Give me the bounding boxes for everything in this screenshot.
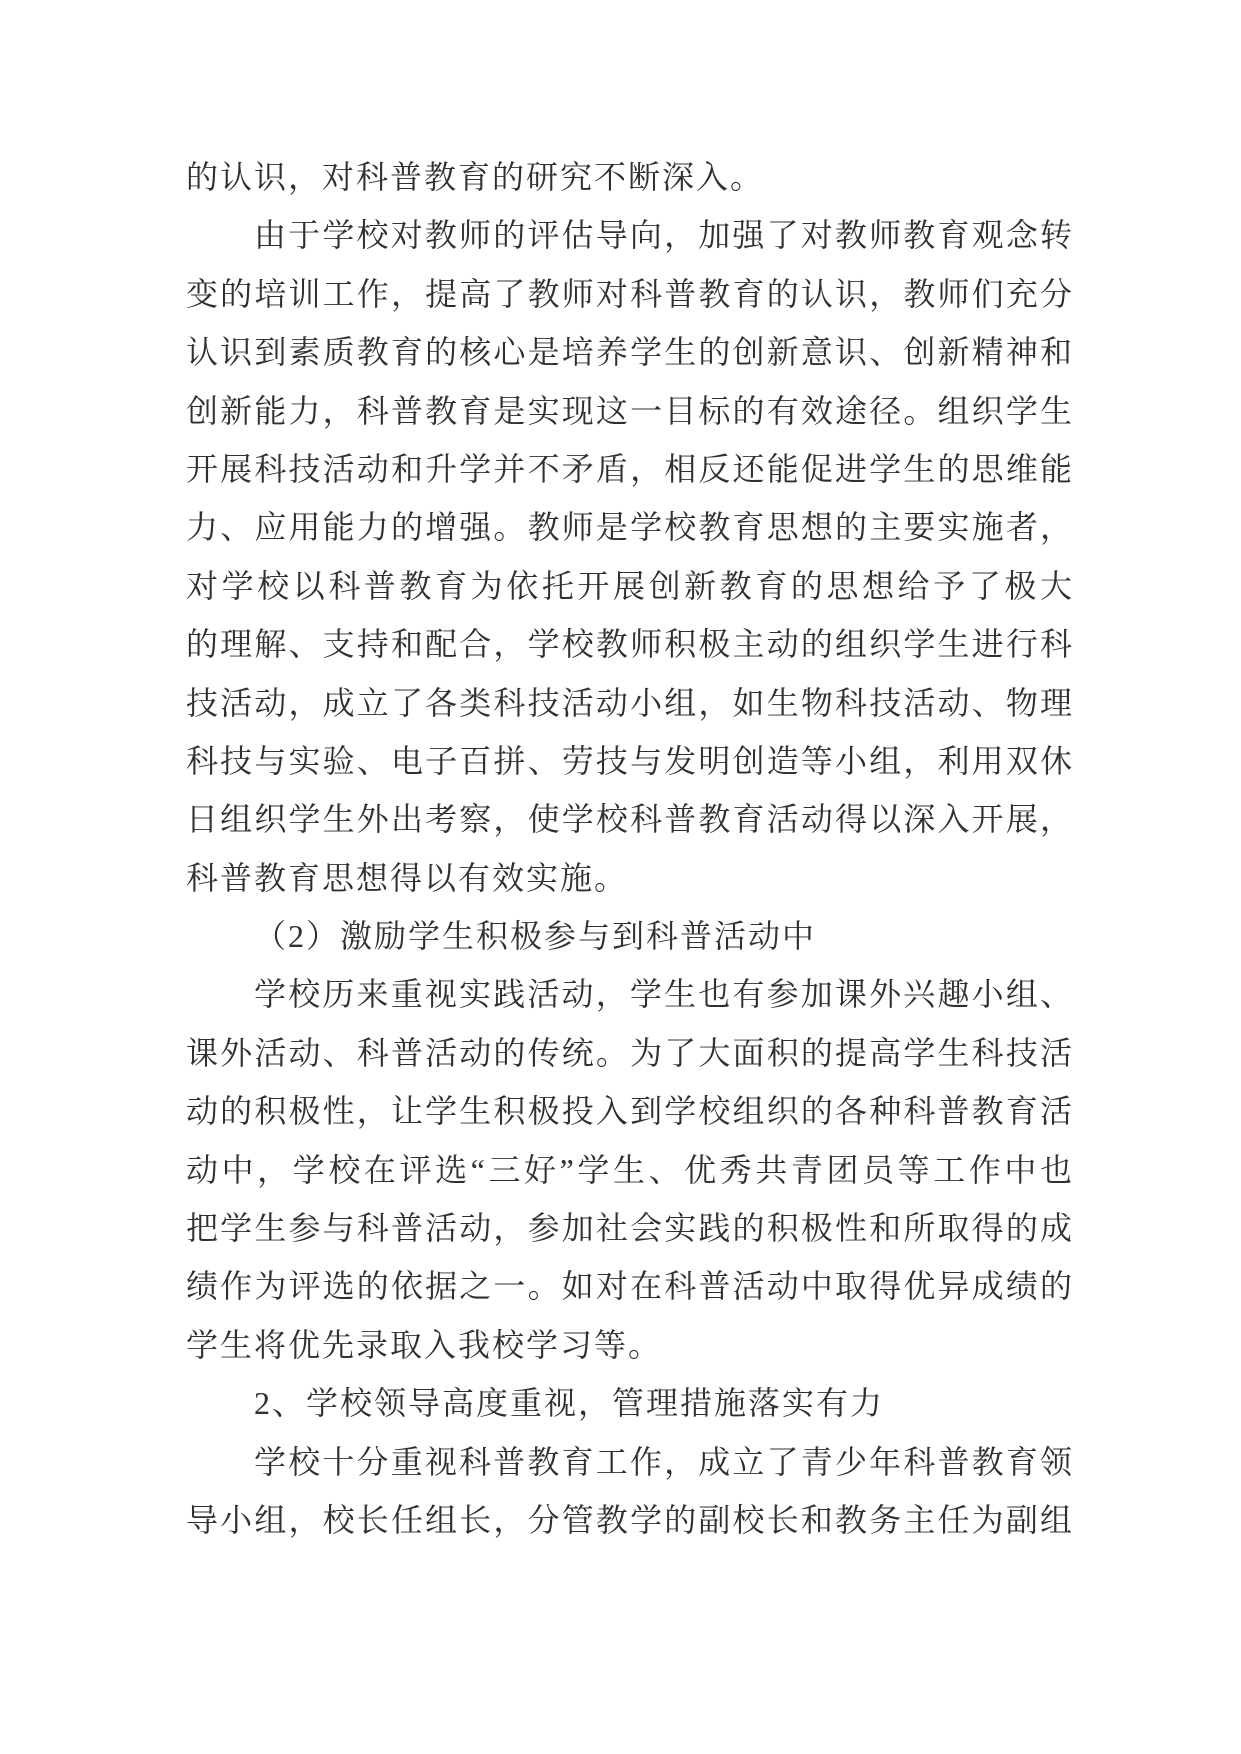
text-line: 由于学校对教师的评估导向，加强了对教师教育观念转 <box>254 217 1074 254</box>
text-line: 日组织学生外出考察，使学校科普教育活动得以深入开展， <box>186 801 1074 838</box>
text-line: 创新能力，科普教育是实现这一目标的有效途径。组织学生 <box>186 392 1074 429</box>
text-line: 把学生参与科普活动，参加社会实践的积极性和所取得的成 <box>186 1210 1074 1247</box>
text-line: 的理解、支持和配合，学校教师积极主动的组织学生进行科 <box>186 626 1074 663</box>
text-line: 开展科技活动和升学并不矛盾，相反还能促进学生的思维能 <box>186 450 1074 487</box>
text-body <box>186 148 1074 1549</box>
text-line: 学校十分重视科普教育工作，成立了青少年科普教育领 <box>254 1443 1074 1480</box>
text-line: 动中，学校在评选“三好”学生、优秀共青团员等工作中也 <box>186 1151 1074 1188</box>
text-line: 的认识，对科普教育的研究不断深入。 <box>186 159 765 195</box>
text-line: 力、应用能力的增强。教师是学校教育思想的主要实施者， <box>186 509 1074 546</box>
text-line: 对学校以科普教育为依托开展创新教育的思想给予了极大 <box>186 567 1074 604</box>
text-line: 技活动，成立了各类科技活动小组，如生物科技活动、物理 <box>186 684 1074 721</box>
text-line: 科普教育思想得以有效实施。 <box>186 859 629 896</box>
text-line: 认识到素质教育的核心是培养学生的创新意识、创新精神和 <box>186 334 1074 371</box>
text-line: 课外活动、科普活动的传统。为了大面积的提高学生科技活 <box>186 1034 1074 1071</box>
text-line: 导小组，校长任组长，分管教学的副校长和教务主任为副组 <box>186 1501 1074 1538</box>
text-line: （2）激励学生积极参与到科普活动中 <box>254 918 817 955</box>
text-line: 2、学校领导高度重视，管理措施落实有力 <box>254 1385 885 1422</box>
text-line: 动的积极性，让学生积极投入到学校组织的各种科普教育活 <box>186 1093 1074 1130</box>
text-line: 变的培训工作，提高了教师对科普教育的认识，教师们充分 <box>186 275 1074 312</box>
text-line: 学生将优先录取入我校学习等。 <box>186 1326 663 1363</box>
text-line: 绩作为评选的依据之一。如对在科普活动中取得优异成绩的 <box>186 1268 1074 1305</box>
text-line: 科技与实验、电子百拼、劳技与发明创造等小组，利用双休 <box>186 742 1074 779</box>
text-line: 学校历来重视实践活动，学生也有参加课外兴趣小组、 <box>254 976 1074 1013</box>
